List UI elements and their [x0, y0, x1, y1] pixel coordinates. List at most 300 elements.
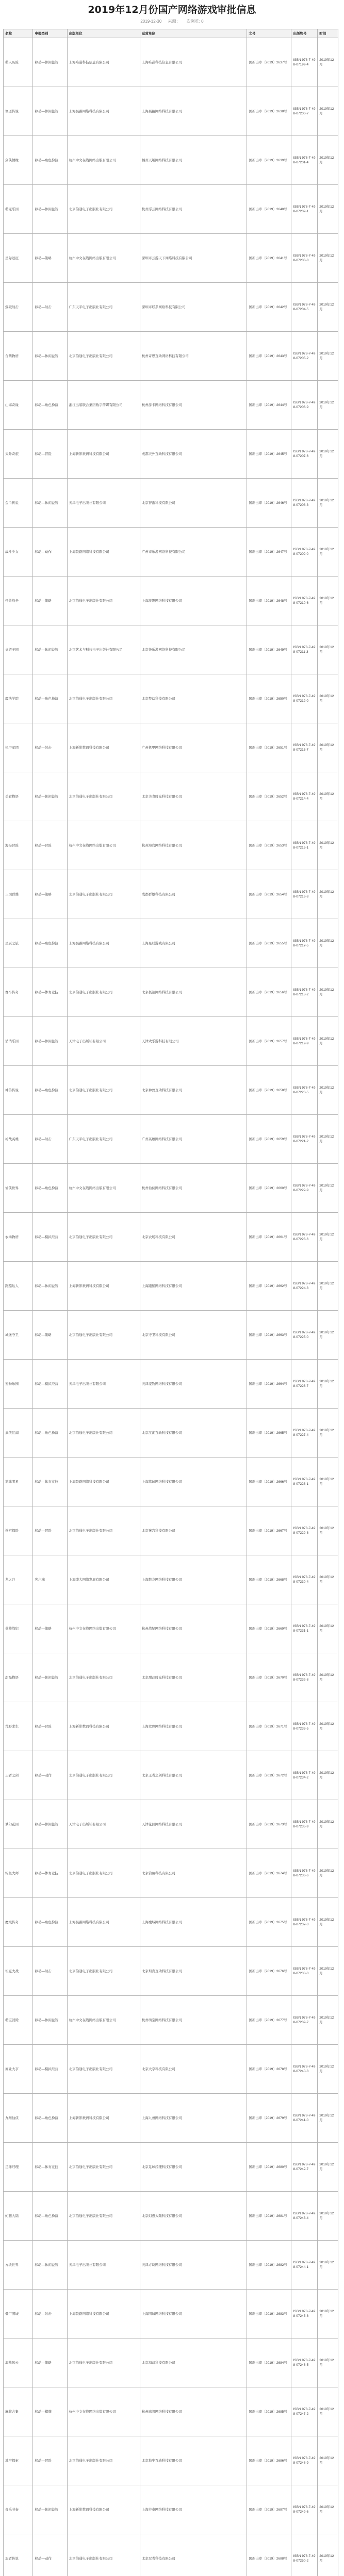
table-row [4, 577, 338, 625]
cell-isbn: ISBN 978-7-498-07247-2 [291, 2387, 318, 2436]
cell-isbn: ISBN 978-7-498-07242-7 [291, 2143, 318, 2192]
table-row [4, 2143, 338, 2192]
cell-operator: 上海游趣网络科技有限公司 [140, 577, 247, 625]
cell-name: 萌人历险 [4, 38, 33, 87]
cell-name: 农场物语 [4, 1213, 33, 1262]
table-header-row [4, 29, 338, 38]
table-body [4, 38, 338, 2576]
cell-category: 移动—角色扮演 [33, 1898, 67, 1947]
cell-publisher: 北京伯通电子出版社有限公司 [67, 772, 140, 821]
cell-isbn: ISBN 978-7-498-07215-1 [291, 821, 318, 870]
cell-time: 2019年12月 [318, 332, 338, 381]
cell-name: 枪战英雄 [4, 1115, 33, 1164]
cell-time: 2019年12月 [318, 2485, 338, 2534]
cell-category: 移动—角色扮演 [33, 1409, 67, 1458]
header-time: 时间 [318, 29, 338, 38]
cell-name: 机甲军团 [4, 723, 33, 772]
cell-category: 移动—角色扮演 [33, 919, 67, 968]
table-row [4, 1409, 338, 1458]
cell-approval-no: 国新出审〔2019〕2678号 [247, 2045, 291, 2094]
cell-operator: 杭州游卡网络科技有限公司 [140, 381, 247, 430]
cell-name: 战斗少女 [4, 528, 33, 577]
cell-time: 2019年12月 [318, 1017, 338, 1066]
cell-approval-no: 国新出审〔2019〕2650号 [247, 674, 291, 723]
table-row [4, 234, 338, 283]
cell-isbn: ISBN 978-7-498-07223-6 [291, 1213, 318, 1262]
cell-publisher: 杭州中文在线网络出版有限公司 [67, 2387, 140, 2436]
cell-category: 移动—策略 [33, 2338, 67, 2387]
cell-publisher: 北京伯通电子出版社有限公司 [67, 1947, 140, 1996]
cell-isbn: ISBN 978-7-498-07233-5 [291, 1702, 318, 1751]
cell-publisher: 上海唯晶科技信息有限公司 [67, 38, 140, 87]
cell-publisher: 天津电子出版社有限公司 [67, 479, 140, 528]
cell-approval-no: 国新出审〔2019〕2679号 [247, 2094, 291, 2143]
cell-operator: 北京美食时光科技有限公司 [140, 772, 247, 821]
cell-isbn: ISBN 978-7-498-07245-8 [291, 2290, 318, 2338]
cell-approval-no: 国新出审〔2019〕2664号 [247, 1360, 291, 1409]
cell-time: 2019年12月 [318, 430, 338, 479]
cell-category: 移动—角色扮演 [33, 381, 67, 430]
cell-publisher: 北京伯通电子出版社有限公司 [67, 577, 140, 625]
cell-name: 足球经理 [4, 2143, 33, 2192]
table-row [4, 870, 338, 919]
cell-operator: 北京王者之剑科技有限公司 [140, 1751, 247, 1800]
cell-operator: 杭州海岛网络科技有限公司 [140, 821, 247, 870]
cell-approval-no: 国新出审〔2019〕2660号 [247, 1164, 291, 1213]
cell-approval-no: 国新出审〔2019〕2659号 [247, 1115, 291, 1164]
cell-isbn: ISBN 978-7-498-07237-3 [291, 1898, 318, 1947]
view-count: 次浏览: 0 [186, 19, 204, 24]
table-row [4, 2338, 338, 2387]
cell-publisher: 广东天平电子出版社有限公司 [67, 283, 140, 332]
table-row [4, 2436, 338, 2485]
cell-operator: 福州天趣网络科技有限公司 [140, 136, 247, 185]
cell-category: 移动—角色扮演 [33, 674, 67, 723]
cell-operator: 北京甜品时光科技有限公司 [140, 1653, 247, 1702]
cell-publisher: 北京伯通电子出版社有限公司 [67, 1653, 140, 1702]
cell-name: 剑侠情缘 [4, 136, 33, 185]
cell-isbn: ISBN 978-7-498-07207-6 [291, 430, 318, 479]
cell-time: 2019年12月 [318, 674, 338, 723]
cell-category: 移动—休闲益智 [33, 625, 67, 674]
cell-publisher: 浙江出版联合集团数字传媒有限公司 [67, 381, 140, 430]
cell-category: 移动—模拟经营 [33, 1213, 67, 1262]
cell-category: 移动—射击 [33, 1947, 67, 1996]
cell-name: 王者之剑 [4, 1751, 33, 1800]
cell-approval-no: 国新出审〔2019〕2654号 [247, 870, 291, 919]
cell-time: 2019年12月 [318, 2192, 338, 2241]
cell-approval-no: 国新出审〔2019〕2648号 [247, 577, 291, 625]
cell-isbn: ISBN 978-7-498-07219-9 [291, 1017, 318, 1066]
cell-operator: 北京忍者科技有限公司 [140, 2534, 247, 2576]
cell-publisher: 杭州中文在线网络出版有限公司 [67, 234, 140, 283]
table-row [4, 528, 338, 577]
cell-category: 移动—冒险 [33, 430, 67, 479]
cell-publisher: 上海晨路网络科技有限公司 [67, 528, 140, 577]
cell-operator: 北京江湖互动科技有限公司 [140, 1409, 247, 1458]
cell-isbn: ISBN 978-7-498-07238-0 [291, 1947, 318, 1996]
cell-operator: 杭州萌宝网络科技有限公司 [140, 1996, 247, 2045]
cell-operator: 上海魔域网络科技有限公司 [140, 1898, 247, 1947]
table-row [4, 2094, 338, 2143]
cell-publisher: 北京伯通电子出版社有限公司 [67, 2534, 140, 2576]
cell-publisher: 北京伯通电子出版社有限公司 [67, 2436, 140, 2485]
cell-time: 2019年12月 [318, 1947, 338, 1996]
cell-operator: 杭州麻将网络科技有限公司 [140, 2387, 247, 2436]
table-row [4, 968, 338, 1017]
cell-category: 移动—策略 [33, 234, 67, 283]
cell-isbn: ISBN 978-7-498-07227-4 [291, 1409, 318, 1458]
cell-publisher: 杭州中文在线网络出版有限公司 [67, 136, 140, 185]
cell-publisher: 杭州中文在线网络出版有限公司 [67, 1996, 140, 2045]
cell-category: 移动—模拟经营 [33, 1360, 67, 1409]
table-row [4, 38, 338, 87]
cell-category: 移动—角色扮演 [33, 2094, 67, 2143]
cell-approval-no: 国新出审〔2019〕2657号 [247, 1017, 291, 1066]
cell-name: 音乐节奏 [4, 2485, 33, 2534]
cell-time: 2019年12月 [318, 2094, 338, 2143]
cell-category: 移动—休闲益智 [33, 332, 67, 381]
table-row [4, 1996, 338, 2045]
cell-operator: 北京幻想大陆科技有限公司 [140, 2192, 247, 2241]
cell-category: 移动—体育竞技 [33, 2143, 67, 2192]
cell-isbn: ISBN 978-7-498-07222-9 [291, 1164, 318, 1213]
cell-time: 2019年12月 [318, 1066, 338, 1115]
cell-approval-no: 国新出审〔2019〕2680号 [247, 2143, 291, 2192]
cell-category: 移动—休闲益智 [33, 479, 67, 528]
cell-approval-no: 国新出审〔2019〕2665号 [247, 1409, 291, 1458]
cell-publisher: 上海晨路网络科技有限公司 [67, 1458, 140, 1506]
cell-isbn: ISBN 978-7-498-07199-4 [291, 38, 318, 87]
cell-name: 魔域传奇 [4, 1898, 33, 1947]
cell-isbn: ISBN 978-7-498-07212-0 [291, 674, 318, 723]
cell-publisher: 上海晨路网络科技有限公司 [67, 87, 140, 136]
cell-category: 移动—策略 [33, 870, 67, 919]
cell-time: 2019年12月 [318, 136, 338, 185]
cell-category: 移动—射击 [33, 2290, 67, 2338]
cell-time: 2019年12月 [318, 1360, 338, 1409]
cell-operator: 北京坦克互动科技有限公司 [140, 1947, 247, 1996]
table-row [4, 1311, 338, 1360]
cell-publisher: 杭州中文在线网络出版有限公司 [67, 1604, 140, 1653]
cell-category: 移动—体育竞技 [33, 1849, 67, 1898]
cell-isbn: ISBN 978-7-498-07221-2 [291, 1115, 318, 1164]
cell-name: 星际远征 [4, 234, 33, 283]
cell-approval-no: 国新出审〔2019〕2676号 [247, 1947, 291, 1996]
cell-name: 篮球明星 [4, 1458, 33, 1506]
cell-publisher: 北京伯通电子出版社有限公司 [67, 2045, 140, 2094]
cell-approval-no: 国新出审〔2019〕2663号 [247, 1311, 291, 1360]
cell-category: 移动—休闲益智 [33, 38, 67, 87]
cell-time: 2019年12月 [318, 577, 338, 625]
cell-isbn: ISBN 978-7-498-07228-1 [291, 1458, 318, 1506]
cell-isbn: ISBN 978-7-498-07231-1 [291, 1604, 318, 1653]
cell-operator: 上海跑酷网络科技有限公司 [140, 1262, 247, 1311]
cell-name: 山海奇缘 [4, 381, 33, 430]
cell-name: 修道传说 [4, 87, 33, 136]
cell-category: 移动—角色扮演 [33, 2192, 67, 2241]
cell-publisher: 北京伯通电子出版社有限公司 [67, 332, 140, 381]
cell-approval-no: 国新出审〔2019〕2644号 [247, 381, 291, 430]
cell-approval-no: 国新出审〔2019〕2668号 [247, 1555, 291, 1604]
cell-category: 移动—动作 [33, 2534, 67, 2576]
table-row [4, 1017, 338, 1066]
table-row [4, 1066, 338, 1115]
cell-category: 移动—休闲益智 [33, 772, 67, 821]
cell-isbn: ISBN 978-7-498-07210-6 [291, 577, 318, 625]
cell-time: 2019年12月 [318, 1996, 338, 2045]
cell-name: 甜品物语 [4, 1653, 33, 1702]
cell-approval-no: 国新出审〔2019〕2670号 [247, 1653, 291, 1702]
cell-approval-no: 国新出审〔2019〕2669号 [247, 1604, 291, 1653]
cell-publisher: 广东天平电子出版社有限公司 [67, 1115, 140, 1164]
cell-publisher: 上海新影数码科技有限公司 [67, 1702, 140, 1751]
cell-isbn: ISBN 978-7-498-07224-3 [291, 1262, 318, 1311]
cell-isbn: ISBN 978-7-498-07208-3 [291, 479, 318, 528]
table-row [4, 1458, 338, 1506]
cell-time: 2019年12月 [318, 2387, 338, 2436]
cell-time: 2019年12月 [318, 528, 338, 577]
source-label: 来源： [168, 19, 181, 24]
cell-time: 2019年12月 [318, 1213, 338, 1262]
cell-publisher: 杭州中文在线网络出版有限公司 [67, 1164, 140, 1213]
cell-category: 移动—冒险 [33, 1506, 67, 1555]
cell-isbn: ISBN 978-7-498-07201-4 [291, 136, 318, 185]
cell-category: 移动—策略 [33, 577, 67, 625]
cell-category: 移动—策略 [33, 1311, 67, 1360]
cell-name: 梦幻花园 [4, 1800, 33, 1849]
header-approval-no: 文号 [247, 29, 291, 38]
cell-category: 移动—休闲益智 [33, 1996, 67, 2045]
cell-isbn: ISBN 978-7-498-07218-2 [291, 968, 318, 1017]
cell-approval-no: 国新出审〔2019〕2655号 [247, 919, 291, 968]
cell-isbn: ISBN 978-7-498-07225-0 [291, 1311, 318, 1360]
cell-publisher: 天津电子出版社有限公司 [67, 1360, 140, 1409]
cell-category: 移动—角色扮演 [33, 136, 67, 185]
cell-name: 萌宝消除 [4, 1996, 33, 2045]
cell-time: 2019年12月 [318, 2436, 338, 2485]
cell-publisher: 上海晨路网络科技有限公司 [67, 919, 140, 968]
cell-category: 移动—休闲益智 [33, 1800, 67, 1849]
table-row [4, 479, 338, 528]
cell-name: 麻将合集 [4, 2387, 33, 2436]
cell-isbn: ISBN 978-7-498-07206-9 [291, 381, 318, 430]
cell-approval-no: 国新出审〔2019〕2681号 [247, 2192, 291, 2241]
cell-name: 消消乐园 [4, 1017, 33, 1066]
cell-category: 移动—射击 [33, 283, 67, 332]
cell-time: 2019年12月 [318, 1555, 338, 1604]
cell-operator: 上海围城网络科技有限公司 [140, 2290, 247, 2338]
cell-operator: 天津宠物网络科技有限公司 [140, 1360, 247, 1409]
cell-category: 移动—动作 [33, 528, 67, 577]
cell-isbn: ISBN 978-7-498-07230-4 [291, 1555, 318, 1604]
cell-isbn: ISBN 978-7-498-07205-2 [291, 332, 318, 381]
cell-time: 2019年12月 [318, 234, 338, 283]
cell-operator: 杭州浮云网络科技有限公司 [140, 185, 247, 234]
cell-name: 武侠江湖 [4, 1409, 33, 1458]
cell-approval-no: 国新出审〔2019〕2645号 [247, 430, 291, 479]
cell-time: 2019年12月 [318, 1702, 338, 1751]
cell-publisher: 上海晨路网络科技有限公司 [67, 2290, 140, 2338]
cell-category: 移动—冒险 [33, 2436, 67, 2485]
cell-category: 移动—射击 [33, 723, 67, 772]
header-publisher: 出版单位 [67, 29, 140, 38]
cell-isbn: ISBN 978-7-498-07250-2 [291, 2534, 318, 2576]
cell-publisher: 上海盛大网络发展有限公司 [67, 1555, 140, 1604]
table-row [4, 919, 338, 968]
cell-isbn: ISBN 978-7-498-07217-5 [291, 919, 318, 968]
cell-approval-no: 国新出审〔2019〕2653号 [247, 821, 291, 870]
cell-isbn: ISBN 978-7-498-07200-7 [291, 87, 318, 136]
cell-isbn: ISBN 978-7-498-07236-6 [291, 1849, 318, 1898]
cell-isbn: ISBN 978-7-498-07209-0 [291, 528, 318, 577]
table-row [4, 1604, 338, 1653]
cell-operator: 北京守卫科技有限公司 [140, 1311, 247, 1360]
cell-name: 仙侠世界 [4, 1164, 33, 1213]
cell-time: 2019年12月 [318, 625, 338, 674]
cell-category: 移动—休闲益智 [33, 2241, 67, 2290]
cell-approval-no: 国新出审〔2019〕2661号 [247, 1213, 291, 1262]
cell-name: 商业大亨 [4, 2045, 33, 2094]
cell-approval-no: 国新出审〔2019〕2643号 [247, 332, 291, 381]
table-row [4, 185, 338, 234]
cell-approval-no: 国新出审〔2019〕2642号 [247, 283, 291, 332]
cell-time: 2019年12月 [318, 1800, 338, 1849]
cell-isbn: ISBN 978-7-498-07235-9 [291, 1800, 318, 1849]
cell-operator: 成都天外互动科技有限公司 [140, 430, 247, 479]
cell-publisher: 北京艺术与科技电子出版社有限公司 [67, 625, 140, 674]
cell-category: 移动—动作 [33, 1751, 67, 1800]
cell-name: 方块世界 [4, 2241, 33, 2290]
cell-approval-no: 国新出审〔2019〕2638号 [247, 87, 291, 136]
cell-isbn: ISBN 978-7-498-07204-5 [291, 283, 318, 332]
cell-approval-no: 国新出审〔2019〕2652号 [247, 772, 291, 821]
cell-approval-no: 国新出审〔2019〕2647号 [247, 528, 291, 577]
cell-publisher: 上海新影数码科技有限公司 [67, 2485, 140, 2534]
table-row [4, 1360, 338, 1409]
cell-publisher: 上海新影数码科技有限公司 [67, 723, 140, 772]
cell-name: 僵尸围城 [4, 2290, 33, 2338]
cell-category: 移动—休闲益智 [33, 87, 67, 136]
table-row [4, 1115, 338, 1164]
cell-operator: 天津欢乐游科技有限公司 [140, 1017, 247, 1066]
cell-name: 城堡守卫 [4, 1311, 33, 1360]
cell-isbn: ISBN 978-7-498-07232-8 [291, 1653, 318, 1702]
approval-table [3, 29, 338, 2576]
cell-approval-no: 国新出审〔2019〕2656号 [247, 968, 291, 1017]
cell-isbn: ISBN 978-7-498-07203-8 [291, 234, 318, 283]
cell-approval-no: 国新出审〔2019〕2662号 [247, 1262, 291, 1311]
cell-operator: 北京钓鱼科技有限公司 [140, 1849, 247, 1898]
cell-operator: 上海九州网络科技有限公司 [140, 2094, 247, 2143]
table-row [4, 136, 338, 185]
cell-name: 三国群雄 [4, 870, 33, 919]
table-row [4, 1849, 338, 1898]
cell-category: 移动—体育竞技 [33, 1458, 67, 1506]
cell-time: 2019年12月 [318, 2290, 338, 2338]
cell-time: 2019年12月 [318, 1458, 338, 1506]
cell-time: 2019年12月 [318, 1506, 338, 1555]
cell-publisher: 北京伯通电子出版社有限公司 [67, 2143, 140, 2192]
cell-operator: 上海篮球网络科技有限公司 [140, 1458, 247, 1506]
cell-operator: 深圳市联系网络科技有限公司 [140, 283, 247, 332]
cell-time: 2019年12月 [318, 1898, 338, 1947]
cell-time: 2019年12月 [318, 723, 338, 772]
cell-approval-no: 国新出审〔2019〕2675号 [247, 1898, 291, 1947]
cell-isbn: ISBN 978-7-498-07249-6 [291, 2485, 318, 2534]
cell-name: 神兽传说 [4, 1066, 33, 1115]
cell-publisher: 杭州中文在线网络出版有限公司 [67, 821, 140, 870]
cell-time: 2019年12月 [318, 2534, 338, 2576]
cell-publisher: 上海新影数码科技有限公司 [67, 430, 140, 479]
cell-time: 2019年12月 [318, 919, 338, 968]
table-row [4, 381, 338, 430]
table-row [4, 1506, 338, 1555]
table-row [4, 2387, 338, 2436]
cell-isbn: ISBN 978-7-498-07226-7 [291, 1360, 318, 1409]
cell-category: 移动—体育竞技 [33, 968, 67, 1017]
cell-operator: 天津方块网络科技有限公司 [140, 2241, 247, 2290]
cell-approval-no: 国新出审〔2019〕2688号 [247, 2534, 291, 2576]
table-row [4, 674, 338, 723]
cell-time: 2019年12月 [318, 185, 338, 234]
cell-operator: 天津花园网络科技有限公司 [140, 1800, 247, 1849]
publish-date: 2019-12-30 [140, 19, 162, 24]
cell-isbn: ISBN 978-7-498-07243-4 [291, 2192, 318, 2241]
cell-operator: 北京神兽互动科技有限公司 [140, 1066, 247, 1115]
cell-operator: 上海荒野网络科技有限公司 [140, 1702, 247, 1751]
cell-category: 移动—模拟经营 [33, 2045, 67, 2094]
table-row [4, 283, 338, 332]
cell-isbn: ISBN 978-7-498-07211-3 [291, 625, 318, 674]
cell-approval-no: 国新出审〔2019〕2666号 [247, 1458, 291, 1506]
cell-operator: 北京地牢互动科技有限公司 [140, 2436, 247, 2485]
table-row [4, 2534, 338, 2576]
cell-approval-no: 国新出审〔2019〕2649号 [247, 625, 291, 674]
cell-name: 萌宠乐园 [4, 185, 33, 234]
cell-approval-no: 国新出审〔2019〕2685号 [247, 2387, 291, 2436]
cell-time: 2019年12月 [318, 2143, 338, 2192]
cell-publisher: 北京伯通电子出版社有限公司 [67, 1751, 140, 1800]
cell-name: 幻想大陆 [4, 2192, 33, 2241]
table-row [4, 2290, 338, 2338]
table-row [4, 1898, 338, 1947]
cell-operator: 上海节奏网络科技有限公司 [140, 2485, 247, 2534]
cell-approval-no: 国新出审〔2019〕2667号 [247, 1506, 291, 1555]
cell-publisher: 北京伯通电子出版社有限公司 [67, 674, 140, 723]
cell-approval-no: 国新出审〔2019〕2687号 [247, 2485, 291, 2534]
table-row [4, 1653, 338, 1702]
cell-operator: 北京海战科技有限公司 [140, 2338, 247, 2387]
cell-publisher: 北京伯通电子出版社有限公司 [67, 1849, 140, 1898]
cell-approval-no: 国新出审〔2019〕2671号 [247, 1702, 291, 1751]
cell-isbn: ISBN 978-7-498-07244-1 [291, 2241, 318, 2290]
cell-name: 迷宫探险 [4, 1506, 33, 1555]
cell-publisher: 北京伯通电子出版社有限公司 [67, 1409, 140, 1458]
cell-approval-no: 国新出审〔2019〕2677号 [247, 1996, 291, 2045]
table-row [4, 1262, 338, 1311]
cell-isbn: ISBN 978-7-498-07240-3 [291, 2045, 318, 2094]
cell-time: 2019年12月 [318, 283, 338, 332]
cell-time: 2019年12月 [318, 1409, 338, 1458]
cell-publisher: 北京伯通电子出版社有限公司 [67, 1506, 140, 1555]
cell-operator: 北京智游科技有限公司 [140, 479, 247, 528]
cell-category: 移动—休闲益智 [33, 2485, 67, 2534]
cell-time: 2019年12月 [318, 1164, 338, 1213]
cell-category: 移动—冒险 [33, 1702, 67, 1751]
cell-publisher: 天津电子出版社有限公司 [67, 1017, 140, 1066]
cell-time: 2019年12月 [318, 87, 338, 136]
